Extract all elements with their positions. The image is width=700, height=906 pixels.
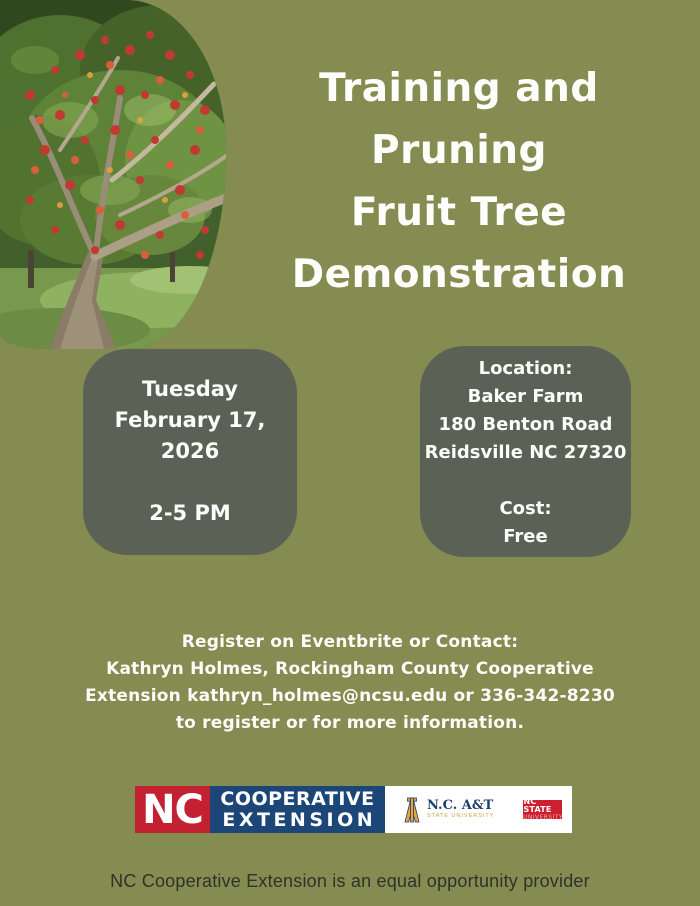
event-day: Tuesday [142,377,238,401]
nc-logo-block [135,786,210,833]
nc-at-name: N.C. A&T [427,798,494,813]
footer-text: NC Cooperative Extension is an equal opportunity provider [110,871,590,891]
event-date-line2: 2026 [160,439,220,463]
location-street: 180 Benton Road [438,414,613,435]
cost-value: Free [503,526,548,547]
card-spacer [83,467,297,498]
cooperative-extension-logo-bar [135,786,572,833]
location-heading: Location: [478,358,573,379]
contact-line-3: Extension kathryn_holmes@ncsu.edu or 336-342-8230 [85,686,615,706]
event-date-line1: February 17, [114,408,266,432]
equal-opportunity-footer [0,871,700,892]
partner-logos [385,786,572,833]
nc-at-logo [402,796,494,824]
card-spacer [420,467,631,495]
apple-tree-image [0,0,226,349]
extension-label: EXTENSION [222,808,377,831]
nc-logo-text: NC [142,786,203,833]
registration-info [0,629,700,737]
contact-line-2: Kathryn Holmes, Rockingham County Cooperative [106,659,594,679]
cost-label: Cost: [499,498,552,519]
cooperative-extension-wordmark [210,786,385,833]
title-line-2: Fruit Tree [350,190,568,235]
date-time-card [83,349,297,555]
nc-at-emblem-icon [402,796,422,824]
location-cost-card [420,346,631,557]
event-title [228,58,690,306]
apple-tree-illustration [0,0,226,349]
location-venue: Baker Farm [467,386,584,407]
cooperative-label: COOPERATIVE [220,787,375,810]
contact-line-1: Register on Eventbrite or Contact: [181,632,519,652]
location-city: Reidsville NC 27320 [424,442,627,463]
title-line-1: Training and Pruning [319,66,599,173]
nc-state-logo [523,797,563,821]
nc-state-subtitle: UNIVERSITY [523,814,563,821]
nc-at-subtitle: STATE UNIVERSITY [427,813,495,819]
event-time: 2-5 PM [149,501,231,525]
nc-state-name: NC STATE [523,797,552,814]
contact-line-4: to register or for more information. [175,713,525,733]
title-line-3: Demonstration [291,252,627,297]
nc-at-wordmark [427,799,494,820]
